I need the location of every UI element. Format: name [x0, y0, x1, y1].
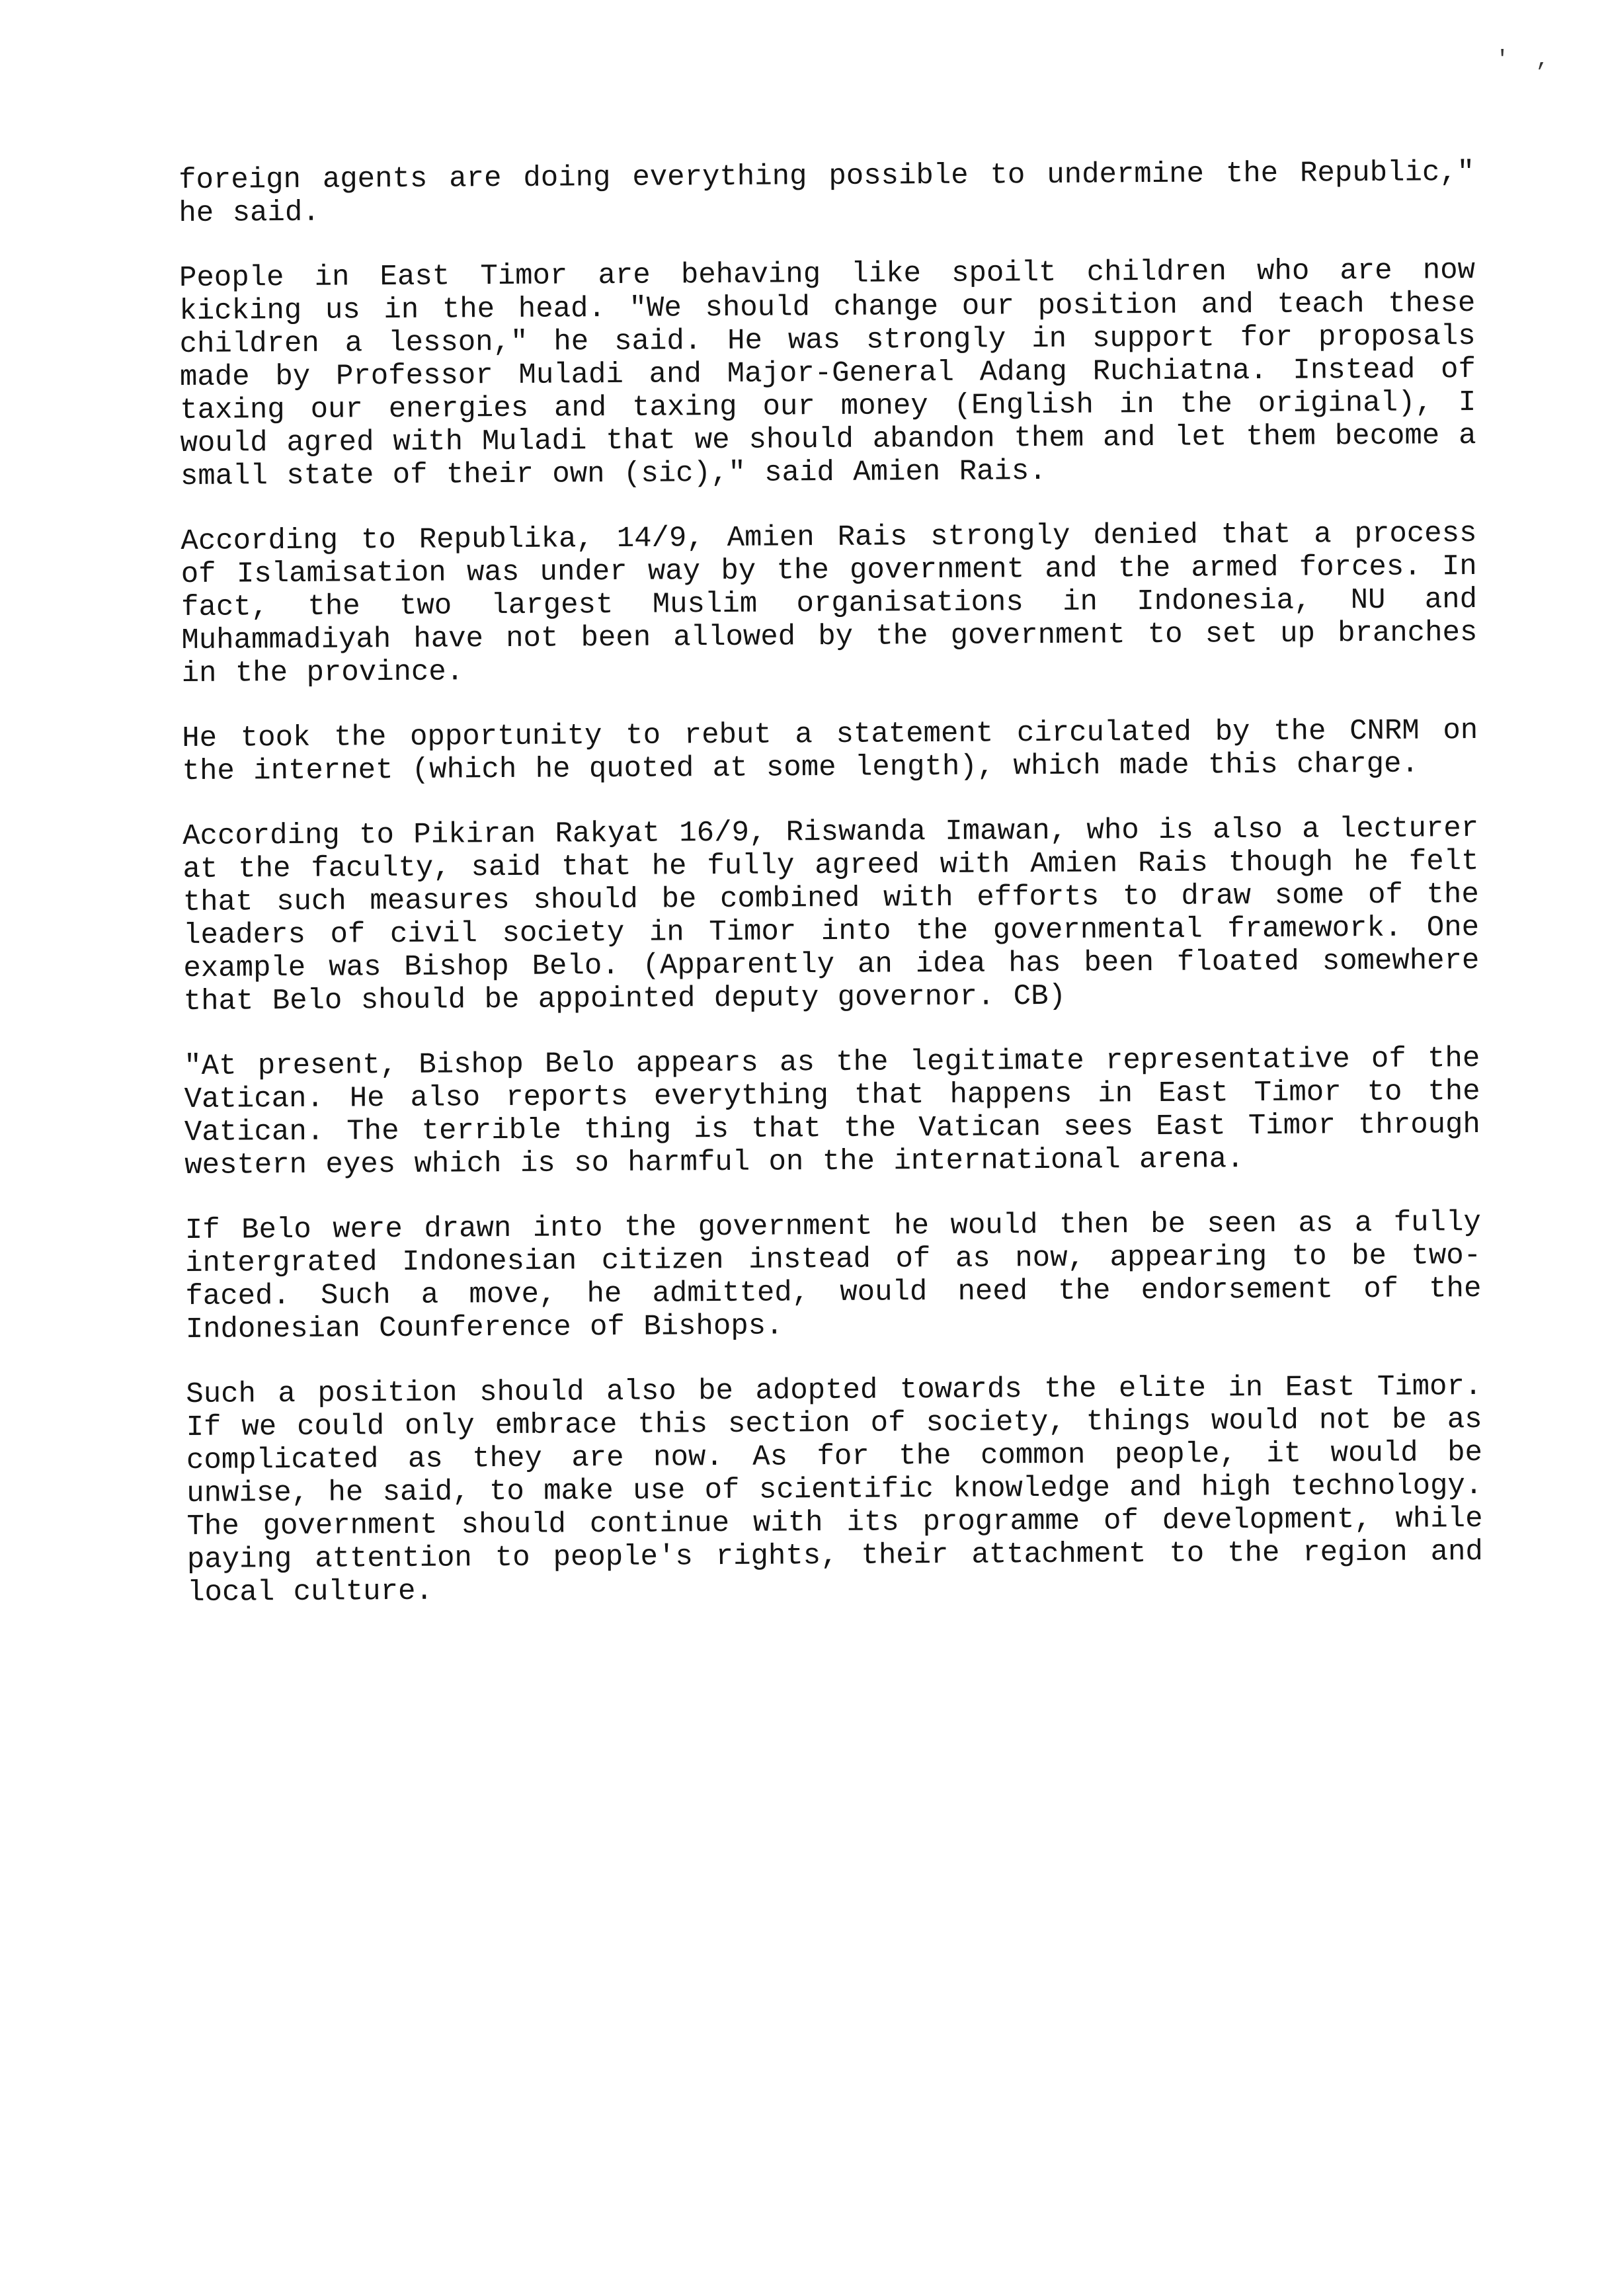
page-corner-mark: ' ,	[1496, 48, 1556, 73]
paragraph: He took the opportunity to rebut a statement circulated by the CNRM on the internet (which he quoted at some length), which made this charge.	[182, 714, 1478, 788]
paragraph: According to Pikiran Rakyat 16/9, Riswanda Imawan, who is also a lecturer at the faculty, said that he fully agreed with Amien Rais though he felt that such measures should be combined with efforts to draw some of the leaders of civil society in Timor into the governmental framework. One example was Bishop Belo. (Apparently an idea has been floated somewhere that Belo should be appointed deputy governor. CB)	[182, 812, 1480, 1018]
paragraph: "At present, Bishop Belo appears as the legitimate representative of the Vatican. He also reports everything that happens in East Timor to the Vatican. The terrible thing is that the Vatican sees East Timor through western eyes which is so harmful on the international arena.	[184, 1042, 1481, 1182]
paragraph: Such a position should also be adopted towards the elite in East Timor. If we could only embrace this section of society, things would not be as complicated as they are now. As for the common people, it would be unwise, he said, to make use of scientific knowledge and high technology. The government should continue with its programme of development, while paying attention to people's rights, their attachment to the region and local culture.	[186, 1370, 1484, 1610]
paragraph: If Belo were drawn into the government he would then be seen as a fully intergrated Indonesian citizen instead of as now, appearing to be two-faced. Such a move, he admitted, would need the endorsement of the Indonesian Counference of Bishops.	[184, 1206, 1482, 1346]
paragraph: According to Republika, 14/9, Amien Rais strongly denied that a process of Islamisation was under way by the government and the armed forces. In fact, the two largest Muslim organisations in Indonesia, NU and Muhammadiyah have not been allowed by the government to set up branches in the province.	[181, 517, 1478, 690]
paragraph: People in East Timor are behaving like spoilt children who are now kicking us in the head. "We should change our position and teach these children a lesson," he said. He was strongly in support for proposals made by Professor Muladi and Major-General Adang Ruchiatna. Instead of taxing our energies and taxing our money (English in the original), I would agred with Muladi that we should abandon them and let them become a small state of their own (sic)," said Amien Rais.	[179, 254, 1476, 493]
document-body	[179, 156, 1483, 1610]
paragraph: foreign agents are doing everything possible to undermine the Republic," he said.	[179, 156, 1475, 230]
